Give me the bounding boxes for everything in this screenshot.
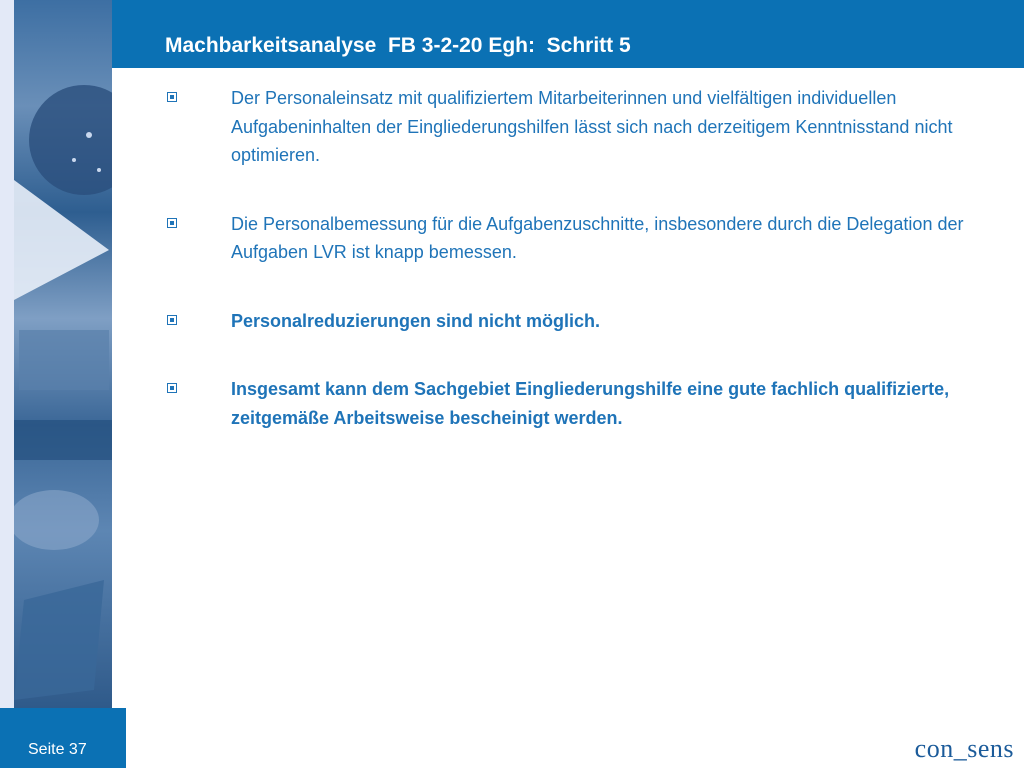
square-bullet-icon: [167, 315, 177, 325]
collage-graphic: [14, 0, 112, 708]
company-logo: con_sens: [914, 734, 1014, 763]
bullet-item: [165, 84, 985, 170]
square-bullet-icon: [167, 383, 177, 393]
bullet-item: [165, 210, 985, 267]
slide-title: Machbarkeitsanalyse FB 3-2-20 Egh: Schritt 5: [165, 34, 631, 57]
bullet-item: [165, 375, 985, 432]
decorative-side-image: [14, 0, 112, 708]
left-decor-strip: [0, 0, 14, 768]
bullet-text: Insgesamt kann dem Sachgebiet Eingliederungshilfe eine gute fachlich qualifizierte, zeitgemäße Arbeitsweise bescheinigt werden.: [231, 379, 950, 428]
bullet-list: [165, 84, 985, 432]
bullet-text: Personalreduzierungen sind nicht möglich.: [231, 310, 601, 331]
page-number: Seite 37: [28, 741, 87, 758]
square-bullet-icon: [167, 218, 177, 228]
bullet-text: Der Personaleinsatz mit qualifiziertem Mitarbeiterinnen und vielfältigen individuellen Aufgabeninhalten der Eingliederungshilfen lässt sich nach derzeitigem Kenntnisstand nicht optimieren.: [231, 88, 953, 165]
footer-block: [0, 708, 126, 768]
bullet-text: Die Personalbemessung für die Aufgabenzuschnitte, insbesondere durch die Delegation der Aufgaben LVR ist knapp bemessen.: [231, 213, 964, 262]
square-bullet-icon: [167, 92, 177, 102]
bullet-item: [165, 307, 985, 336]
